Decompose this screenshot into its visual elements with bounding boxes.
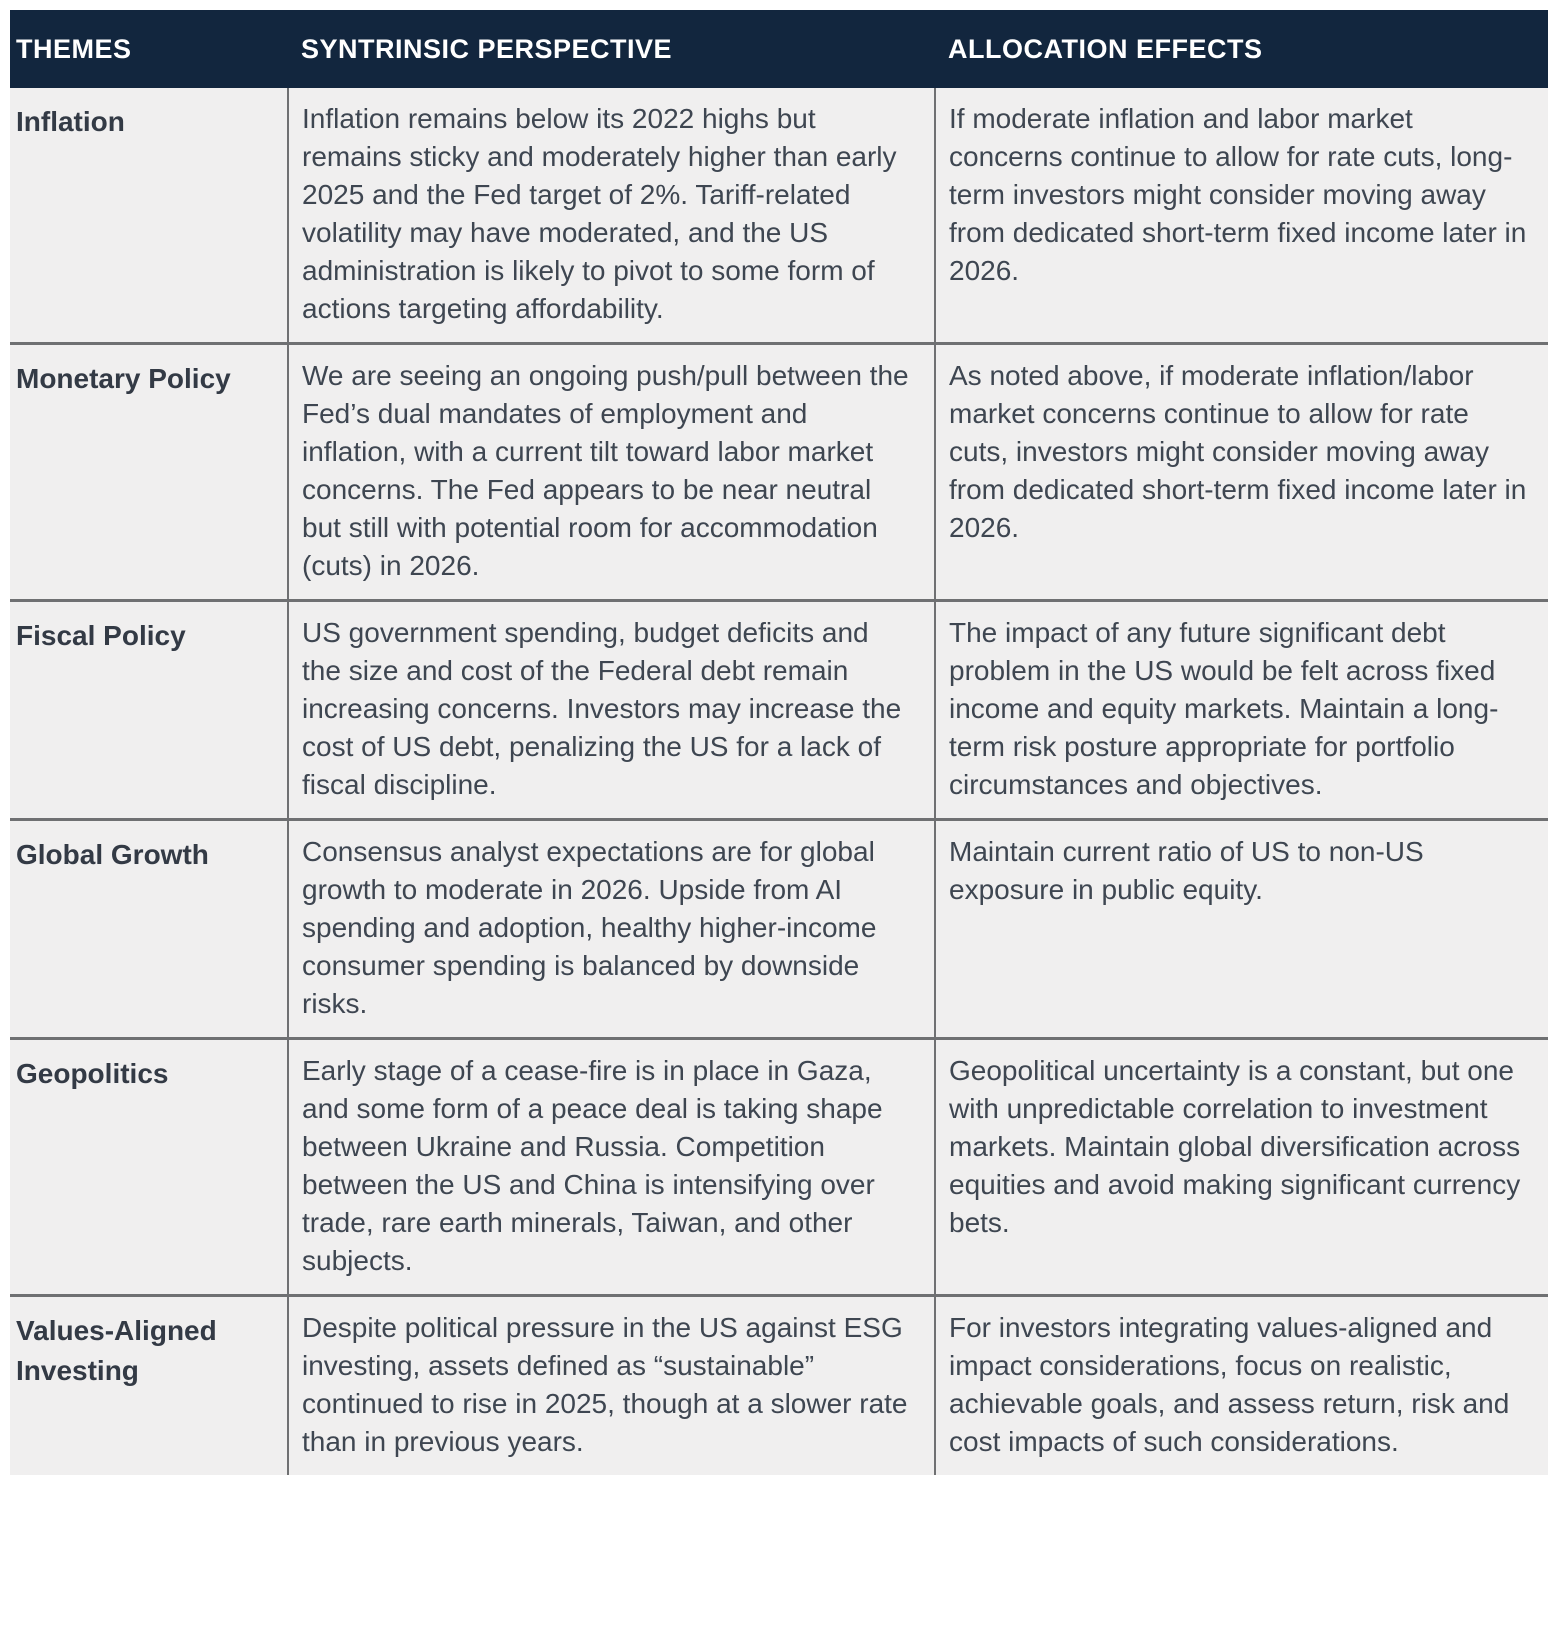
perspective-cell: Early stage of a cease-fire is in place in Gaza, and some form of a peace deal is taking shape between Ukraine and Russia. Competition between the US and China is intensifying over trade, rare earth minerals, Taiwan, and other subjects.: [288, 1039, 935, 1296]
theme-label: Fiscal Policy: [10, 601, 288, 820]
column-header-syntrinsic-perspective: SYNTRINSIC PERSPECTIVE: [288, 10, 935, 88]
perspective-cell: Despite political pressure in the US against ESG investing, assets defined as “sustainable” continued to rise in 2025, though at a slower rate than in previous years.: [288, 1296, 935, 1476]
column-header-themes: THEMES: [10, 10, 288, 88]
table-row-monetary-policy: [10, 344, 1548, 601]
allocation-cell: The impact of any future significant debt problem in the US would be felt across fixed income and equity markets. Maintain a long-term risk posture appropriate for portfolio circumstances and objectives.: [935, 601, 1548, 820]
perspective-cell: Consensus analyst expectations are for global growth to moderate in 2026. Upside from AI spending and adoption, healthy higher-income consumer spending is balanced by downside risks.: [288, 820, 935, 1039]
table-row-values-aligned-investing: [10, 1296, 1548, 1476]
allocation-cell: Geopolitical uncertainty is a constant, but one with unpredictable correlation to investment markets. Maintain global diversification across equities and avoid making significant currency bets.: [935, 1039, 1548, 1296]
theme-label: Geopolitics: [10, 1039, 288, 1296]
table-row-geopolitics: [10, 1039, 1548, 1296]
allocation-cell: As noted above, if moderate inflation/labor market concerns continue to allow for rate cuts, investors might consider moving away from dedicated short-term fixed income later in 2026.: [935, 344, 1548, 601]
perspective-cell: We are seeing an ongoing push/pull between the Fed’s dual mandates of employment and inflation, with a current tilt toward labor market concerns. The Fed appears to be near neutral but still with potential room for accommodation (cuts) in 2026.: [288, 344, 935, 601]
table-header: [10, 10, 1548, 88]
table-row-global-growth: [10, 820, 1548, 1039]
perspective-cell: Inflation remains below its 2022 highs but remains sticky and moderately higher than early 2025 and the Fed target of 2%. Tariff-related volatility may have moderated, and the US administration is likely to pivot to some form of actions targeting affordability.: [288, 88, 935, 344]
themes-allocation-table: [10, 10, 1548, 1475]
theme-label: Values-Aligned Investing: [10, 1296, 288, 1476]
allocation-cell: For investors integrating values-aligned and impact considerations, focus on realistic, achievable goals, and assess return, risk and cost impacts of such considerations.: [935, 1296, 1548, 1476]
table-row-inflation: [10, 88, 1548, 344]
allocation-cell: If moderate inflation and labor market concerns continue to allow for rate cuts, long-term investors might consider moving away from dedicated short-term fixed income later in 2026.: [935, 88, 1548, 344]
column-header-allocation-effects: ALLOCATION EFFECTS: [935, 10, 1548, 88]
allocation-cell: Maintain current ratio of US to non-US exposure in public equity.: [935, 820, 1548, 1039]
perspective-cell: US government spending, budget deficits and the size and cost of the Federal debt remain increasing concerns. Investors may increase the cost of US debt, penalizing the US for a lack of fiscal discipline.: [288, 601, 935, 820]
theme-label: Inflation: [10, 88, 288, 344]
theme-label: Global Growth: [10, 820, 288, 1039]
theme-label: Monetary Policy: [10, 344, 288, 601]
table-row-fiscal-policy: [10, 601, 1548, 820]
